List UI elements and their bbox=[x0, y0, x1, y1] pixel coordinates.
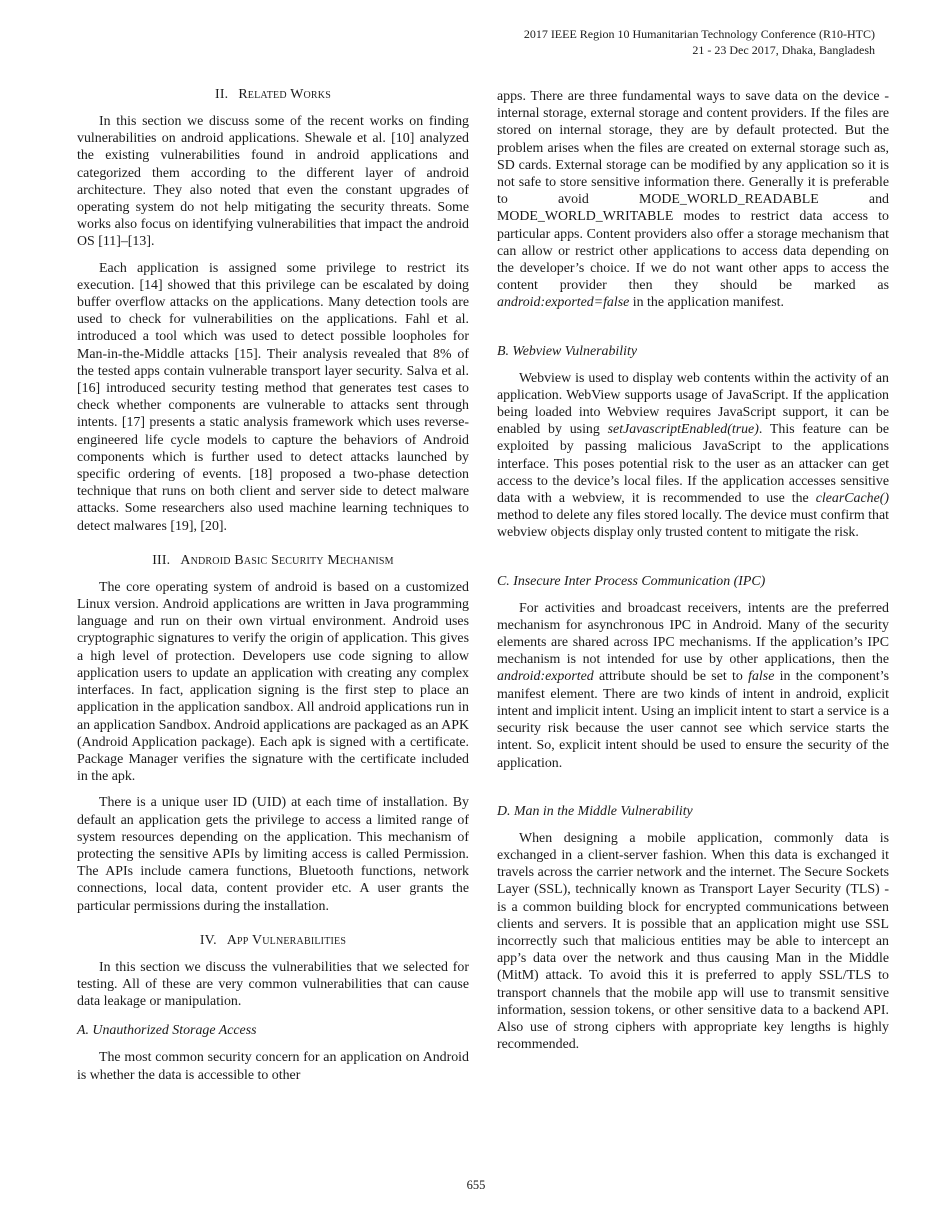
paragraph: In this section we discuss some of the recent works on finding vulnerabilities on android applications. Shewale et al. [10] analyzed the existing vulnerabilities found in android applications and categorized them according to the different layer of android architecture. They also noted that even the constant upgrades of operating system do not help mitigating the security threats. Some works also focus on identifying vulnerabilities that impact the android OS [11]–[13]. bbox=[77, 114, 469, 250]
section-heading-app-vulnerabilities: IV. App Vulnerabilities bbox=[199, 932, 347, 948]
inline-code: clearCache() bbox=[815, 491, 889, 507]
paragraph: When designing a mobile application, commonly data is exchanged in a client-server fashion. When this data is exchanged it travels across the carrier network and the internet. The Secure Sockets Layer (SSL), technically known as Transport Layer Security (TLS) - is a common building block for encrypted communications between clients and servers. It is possible that an application might use SSL incorrectly such that malicious entities may be able to intercept an app’s data over the network and thus causing Man in the Middle (MitM) attack. To avoid this it is preferred to apply SSL/TLS to transport channels that the mobile app will use to transmit sensitive information, session tokens, or other sensitive data to a backend API. Also use of strong ciphers with appropriate key lengths is highly recommended. bbox=[497, 830, 889, 1053]
paragraph: The core operating system of android is based on a customized Linux version. Android applications are written in Java programming language and run on their own virtual environment. Android uses cryptographic signatures to verify the origin of application. This gives a high level of protection. Developers use code signing to allow application users to update an application with creating any complex interfaces. In fact, application signing is the first step to place an application in the application sandbox. All android applications run in an application Sandbox. Android applications are packaged as an APK (Android Application package). Each apk is signed with a certificate. Package Manager verifies the signature with the certificate included in the apk. bbox=[77, 579, 469, 785]
conference-name: 2017 IEEE Region 10 Humanitarian Technology Conference (R10-HTC) bbox=[523, 27, 875, 41]
subsection-heading-mitm: D. Man in the Middle Vulnerability bbox=[497, 803, 693, 819]
paragraph: In this section we discuss the vulnerabilities that we selected for testing. All of these are very common vulnerabilities that can cause data leakage or manipulation. bbox=[77, 959, 469, 1010]
paragraph: For activities and broadcast receivers, intents are the preferred mechanism for asynchronous IPC in Android. Many of the security elements are shared across IPC mechanisms. If the application’s IPC mechanism is not intended for use by other applications, then the android:exported attribute should be set to false in the component’s manifest element. There are two kinds of intent in android, explicit intent and implicit intent. Using an implicit intent to start a service is a security risk because the user cannot see which service starts the intent. So, explicit intent should be used to ensure the security of the application. bbox=[497, 600, 890, 771]
paragraph: Each application is assigned some privilege to restrict its execution. [14] showed that this privilege can be escalated by doing buffer overflow attacks on the applications. Many detection tools are used to check for vulnerabilities on the applications. Fahl et al. introduced a tool which was used to detect possible loopholes for Man-in-the-Middle attacks [15]. Their analysis revealed that 8% of the tested apps contain vulnerable transport layer security. Salva et al. [16] introduced security testing method that generates test cases to check whether components are vulnerable to attacks sent through intents. [17] presents a static analysis framework which uses reverse-engineered life cycle models to capture the behaviors of Android components which is further used to detect attacks launched by specific ordering of events. [18] proposed a two-phase detection technique that runs on both client and server side to detect malware attacks. Some researchers also used machine learning techniques to detect malwares [19], [20]. bbox=[77, 260, 469, 534]
inline-code: setJavascriptEnabled(true) bbox=[607, 422, 759, 438]
section-heading-basic-security: III. Android Basic Security Mechanism bbox=[152, 552, 394, 568]
inline-code: android:exported=false bbox=[497, 295, 630, 311]
subsection-heading-storage-access: A. Unauthorized Storage Access bbox=[77, 1023, 257, 1039]
section-heading-related-works: II. Related Works bbox=[215, 87, 331, 102]
left-column bbox=[77, 86, 469, 1084]
conference-header bbox=[524, 26, 875, 58]
page-number: 655 bbox=[466, 1178, 486, 1192]
paragraph: There is a unique user ID (UID) at each time of installation. By default an application gets the privilege to access a limited range of system resources depending on the application. This mechanism of protecting the sensitive APIs by limiting access is called Permission. The APIs include camera functions, Bluetooth functions, network connections, local data, content provider etc. A user grants the particular permissions during the installation. bbox=[77, 795, 469, 914]
conference-date-location: 21 - 23 Dec 2017, Dhaka, Bangladesh bbox=[692, 43, 875, 57]
paragraph: Webview is used to display web contents within the activity of an application. WebView supports usage of JavaScript. If the application being loaded into Webview requires JavaScript support, it can be enabled by using setJavascriptEnabled(true). This feature can be exploited by passing malicious JavaScript to the applications interface. This poses potential risk to the user as an attacker can get access to the device’s local files. If the application accesses sensitive data with a webview, it is recommended to use the clearCache() method to delete any files stored locally. The device must confirm that webview objects display only trusted content to mitigate the risk. bbox=[497, 370, 889, 541]
inline-code: android:exported bbox=[497, 669, 594, 685]
paragraph: The most common security concern for an application on Android is whether the data is accessible to other bbox=[77, 1050, 469, 1083]
right-column bbox=[497, 88, 889, 1053]
subsection-heading-ipc: C. Insecure Inter Process Communication (IPC) bbox=[497, 573, 766, 589]
paragraph-continued: apps. There are three fundamental ways to save data on the device - internal storage, external storage and content providers. If the files are stored on internal storage, they are by default protected. But the problem arises when the files are created on external storage such as, SD cards. External storage can be modified by any application so it is not safe to store sensitive information there. Generally it is preferable to avoid MODE_WORLD_READABLE and MODE_WORLD_WRITABLE modes to restrict data access to particular apps. Content providers also offer a storage mechanism that can allow or restrict other applications to access data depending on the developer’s choice. If we do not want other apps to access the content provider then they should be marked as android:exported=false in the application manifest. bbox=[497, 89, 889, 311]
inline-code: false bbox=[748, 669, 775, 685]
subsection-heading-webview: B. Webview Vulnerability bbox=[497, 343, 638, 359]
